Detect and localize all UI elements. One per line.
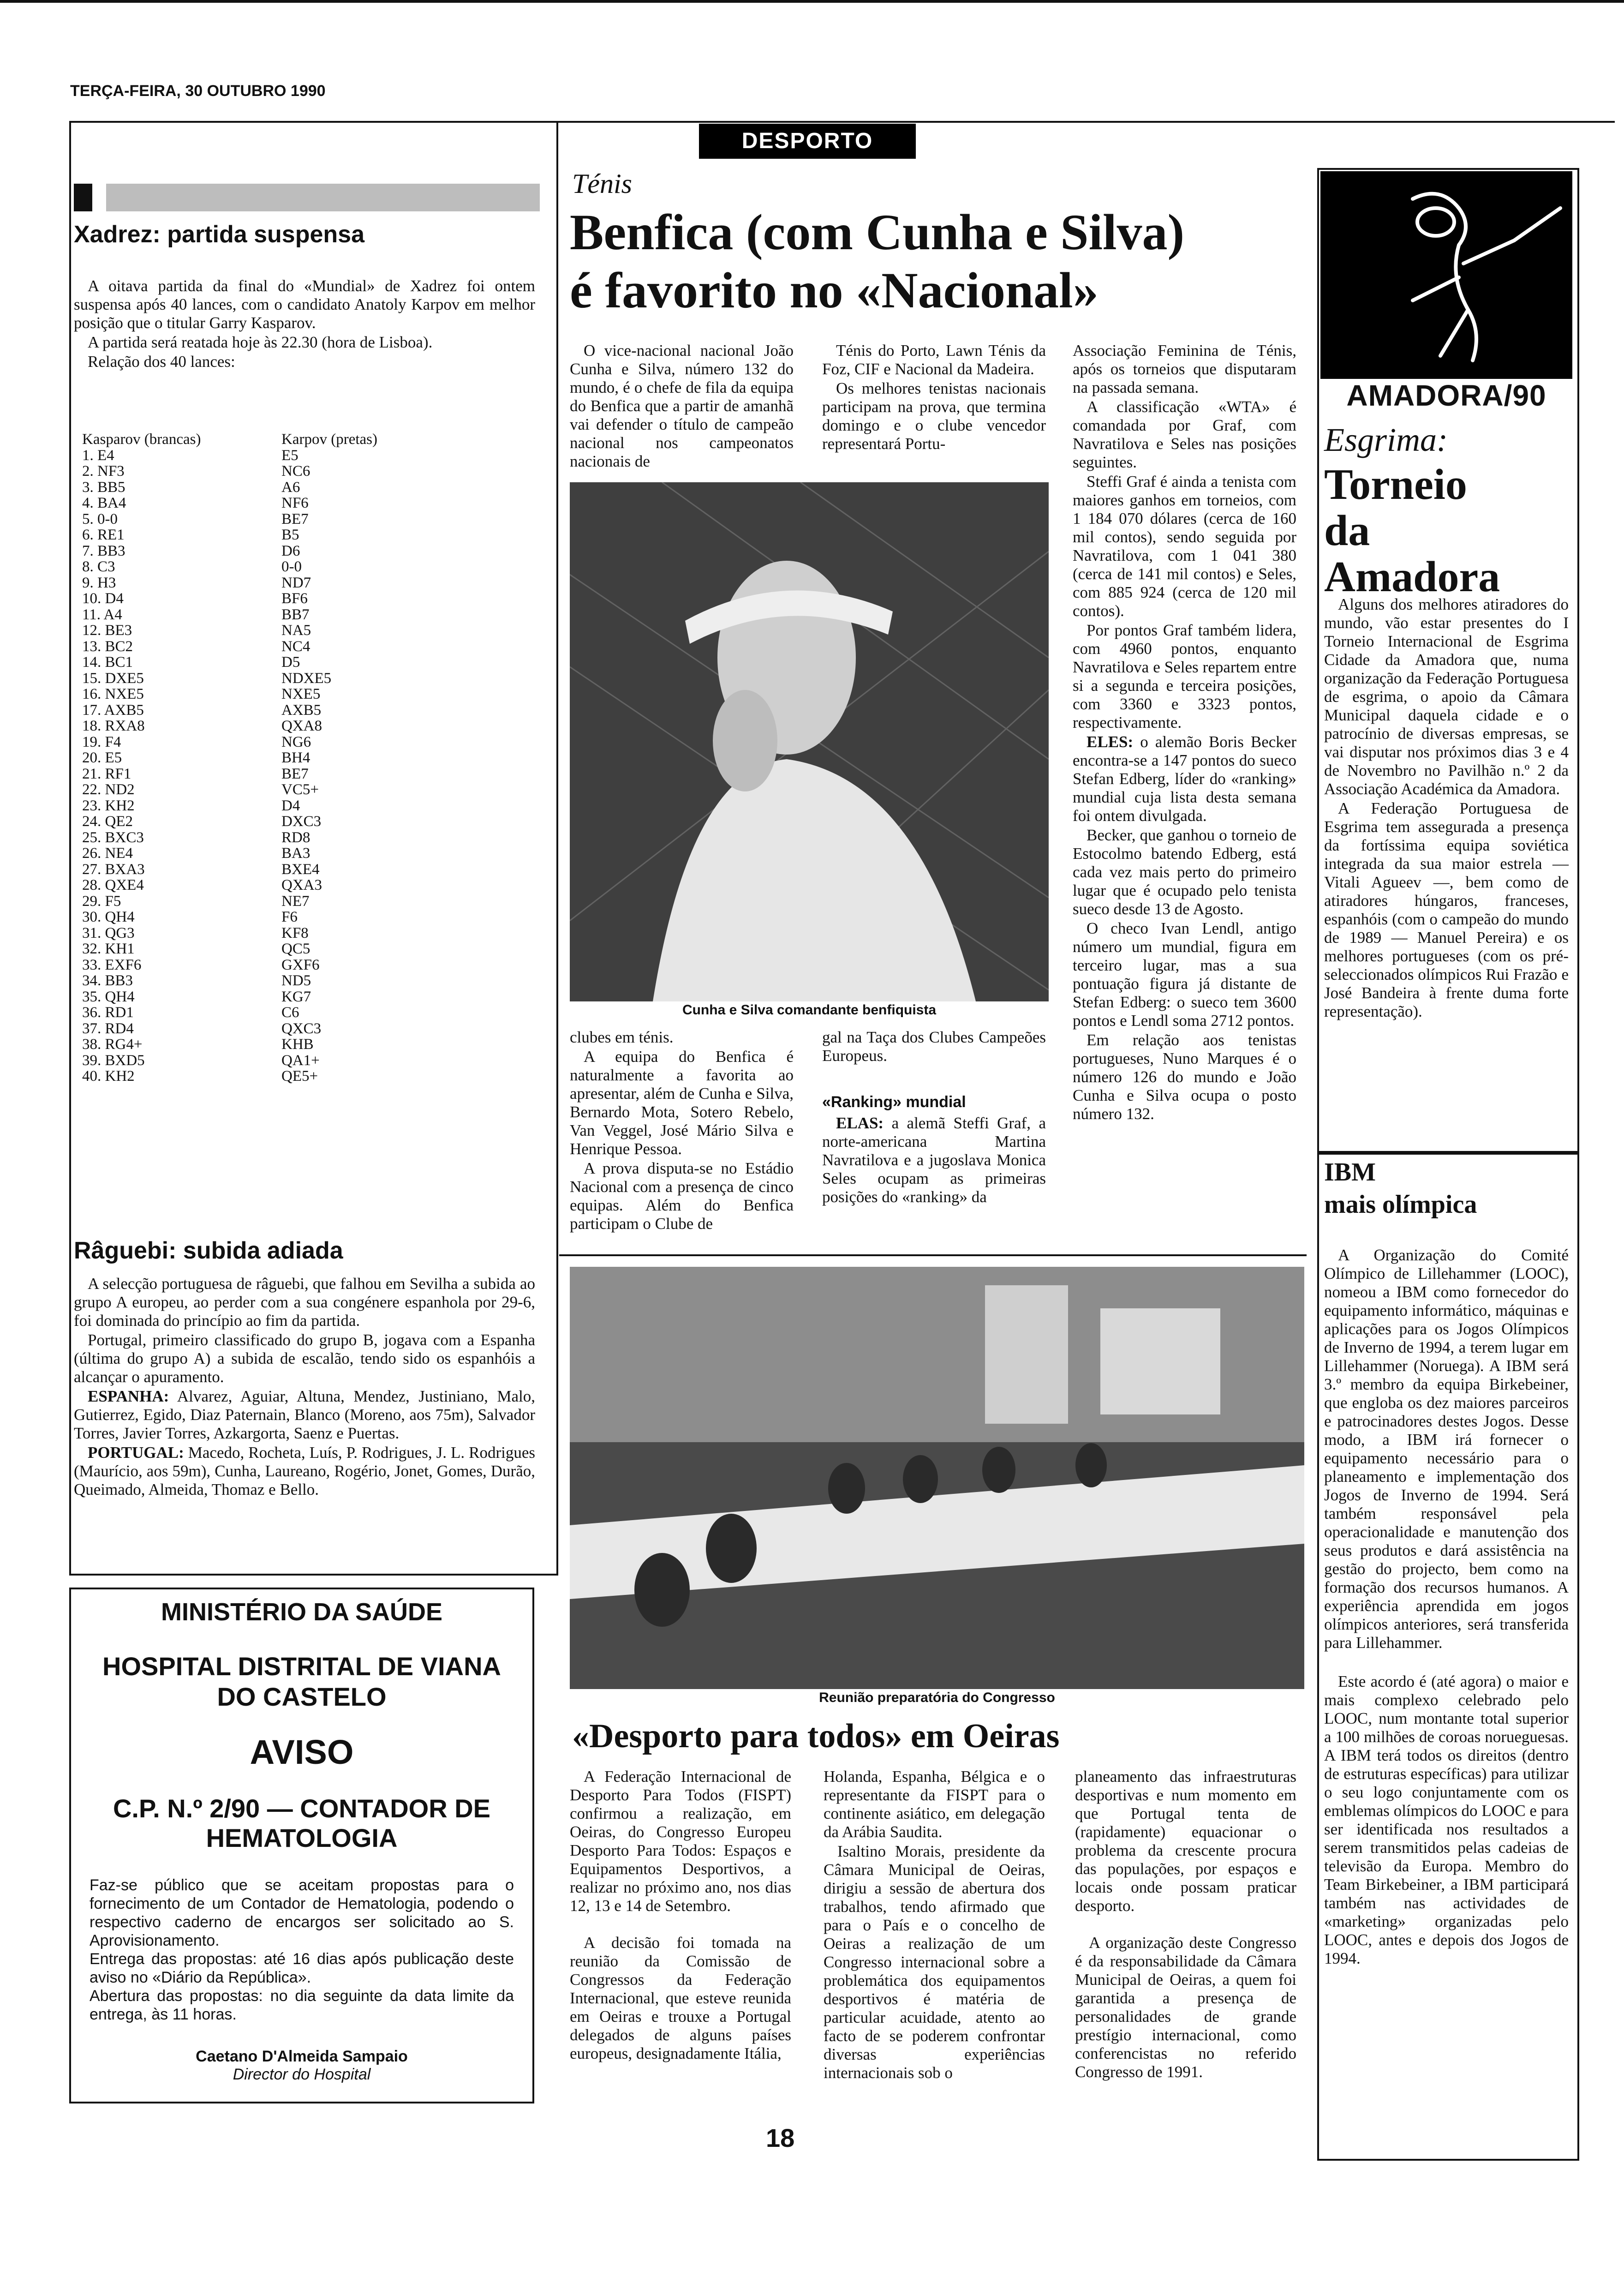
move-row <box>74 877 535 893</box>
white-move: 34. BB3 <box>82 972 133 989</box>
black-move: BXE4 <box>281 861 320 878</box>
ibm-paragraph: A Organização do Comité Olímpico de Lillehammer (LOOC), nomeou a IBM como fornecedor do equipamento informático, máquinas e aplicações para os Jogos Olímpicos de Inverno de 1994, a terem lugar em Lillehammer (Noruega). A IBM será 3.º membro da equipa Birkebeiner, que engloba os dez maiores parceiros e patrocinadores destes Jogos. Desse modo, a IBM irá fornecer o equipamento necessário para o planeamento e implementação dos Jogos de Inverno de 1994. Será também responsável pela operacionalidade e manutenção dos seus produtos e dará assistência na gestão do projecto, bem como na formação dos recursos humanos. A experiência aprendida em jogos olímpicos anteriores, será transferida para Lillehammer. <box>1324 1246 1569 1652</box>
black-move: NC4 <box>281 638 310 655</box>
black-move: DXC3 <box>281 813 322 830</box>
white-move: 6. RE1 <box>82 527 125 543</box>
tennis-paragraph: A classificação «WTA» é comandada por Graf, com Navratilova e Seles nas posições seguintes. <box>1073 398 1296 471</box>
chess-headline: Xadrez: partida suspensa <box>74 221 364 248</box>
chess-moves-table <box>74 431 535 1085</box>
fencer-mascot-icon <box>1320 171 1572 379</box>
black-move: NF6 <box>281 495 309 511</box>
hospital-heading: HOSPITAL DISTRITAL DE VIANA DO CASTELO <box>102 1652 501 1711</box>
black-move: D5 <box>281 654 300 671</box>
signature-title: Director do Hospital <box>233 2066 371 2083</box>
move-row <box>74 702 535 719</box>
black-move: C6 <box>281 1004 299 1021</box>
move-row <box>74 734 535 750</box>
headline-line: Benfica (com Cunha e Silva) <box>570 204 1185 260</box>
move-row <box>74 671 535 687</box>
oeiras-paragraph: A decisão foi tomada na reunião da Comissão de Congressos da Federação Internacional, que esteve reunida em Oeiras e trouxe a Portugal delegados de alguns países europeus, designadamente Itália, <box>570 1934 791 2062</box>
tennis-kicker: Ténis <box>572 168 633 199</box>
tennis-paragraph: Becker, que ganhou o torneio de Estocolmo batendo Edberg, está cada vez mais perto do primeiro lugar que é ocupado pelo tenista sueco desde 13 de Agosto. <box>1073 826 1296 918</box>
white-move: 1. E4 <box>82 447 114 464</box>
oeiras-headline: «Desporto para todos» em Oeiras <box>572 1717 1060 1755</box>
section-banner-bar <box>106 184 540 211</box>
white-move: 38. RG4+ <box>82 1036 143 1053</box>
congress-photo <box>570 1267 1304 1689</box>
tennis-col1-top <box>570 342 794 472</box>
eles-paragraph <box>1073 733 1296 825</box>
section-marker-block <box>74 184 92 211</box>
rugby-headline: Râguebi: subida adiada <box>74 1237 343 1264</box>
tennis-paragraph: Por pontos Graf também lidera, com 4960 pontos, enquanto Navratilova e Seles repartem entre si a segunda e terceira posições, com 3360 e 3323 pontos, respectivamente. <box>1073 621 1296 731</box>
white-move: 20. E5 <box>82 749 122 766</box>
chess-paragraph: A partida será reatada hoje às 22.30 (hora de Lisboa). <box>88 333 433 351</box>
tennis-paragraph: Ténis do Porto, Lawn Ténis da Foz, CIF e Nacional da Madeira. <box>822 342 1046 378</box>
amadora-paragraph: Alguns dos melhores atiradores do mundo, vão estar presentes do I Torneio Internacional de Esgrima Cidade da Amadora que, numa organização da Federação Portuguesa de esgrima, o apoio da Câmara Municipal daquela cidade e o patrocínio de diversas empresas, se vai disputar nos próximos dias 3 e 4 de Novembro no Pavilhão n.º 2 da Associação Académica da Amadora. <box>1324 595 1569 798</box>
notice-paragraph: Abertura das propostas: no dia seguinte da data limite da entrega, às 11 horas. <box>90 1987 514 2023</box>
white-move: 37. RD4 <box>82 1020 134 1037</box>
ranking-subhead: «Ranking» mundial <box>822 1093 966 1111</box>
chess-paragraph: Relação dos 40 lances: <box>88 353 235 371</box>
section-label: DESPORTO <box>699 124 916 159</box>
oeiras-col2 <box>824 1768 1045 2083</box>
notice-body <box>90 1876 514 2024</box>
white-move: 39. BXD5 <box>82 1052 145 1069</box>
black-move: NXE5 <box>281 686 321 702</box>
rugby-paragraph: Portugal, primeiro classificado do grupo B, jogava com a Espanha (última do grupo A) a subida de escalão, tendo sido os espanhóis a alcançar o apuramento. <box>74 1331 535 1386</box>
move-row <box>74 511 535 527</box>
black-move: BA3 <box>281 845 310 862</box>
photo-illustration <box>570 482 1049 1001</box>
white-move: 28. QXE4 <box>82 877 144 893</box>
black-move: D6 <box>281 542 300 559</box>
black-move: QE5+ <box>281 1068 318 1085</box>
move-row <box>74 575 535 591</box>
black-move: BE7 <box>281 765 309 782</box>
move-row <box>74 862 535 878</box>
white-move: 19. F4 <box>82 733 121 750</box>
move-row <box>74 623 535 639</box>
tennis-paragraph: Associação Feminina de Ténis, após os torneios que disputaram na passada semana. <box>1073 342 1296 396</box>
white-move: 8. C3 <box>82 558 115 575</box>
move-row <box>74 639 535 655</box>
move-row <box>74 654 535 671</box>
section-divider <box>559 1254 1307 1256</box>
white-move: 31. QG3 <box>82 924 135 941</box>
black-move: NE7 <box>281 893 310 910</box>
white-move: 25. BXC3 <box>82 829 144 846</box>
move-row <box>74 798 535 814</box>
white-move: 36. RD1 <box>82 1004 134 1021</box>
white-move: 35. QH4 <box>82 988 135 1005</box>
move-row <box>74 941 535 957</box>
team-label: PORTUGAL: <box>88 1444 184 1462</box>
rugby-portugal-lineup <box>74 1444 535 1499</box>
ibm-paragraph: Este acordo é (até agora) o maior e mais complexo celebrado pelo LOOC, num montante total superior a 100 milhões de coroas norueguesas. A IBM terá todos os direitos (dentro de estruturas específicas) para utilizar o seu logo conjuntamente com os emblemas olímpicos do LOOC e para ser identificada nos resultados a serem transmitidos pelas cadeias de televisão da Europa. Membro do Team Birkebeiner, a IBM participará também nas actividades de «marketing» organizadas pelo LOOC, antes e depois dos Jogos de 1994. <box>1324 1672 1569 1967</box>
white-move: 13. BC2 <box>82 638 133 655</box>
black-move: QA1+ <box>281 1052 320 1069</box>
rugby-paragraph: A selecção portuguesa de râguebi, que falhou em Sevilha a subida ao grupo A europeu, ao perder com a sua congénere espanhola por 29-6, foi dominada do princípio ao fim da partida. <box>74 1275 535 1330</box>
white-move: 14. BC1 <box>82 654 133 671</box>
page-number: 18 <box>766 2123 795 2152</box>
white-move: 16. NXE5 <box>82 686 144 702</box>
move-row <box>74 766 535 782</box>
move-row <box>74 527 535 543</box>
move-row <box>74 830 535 846</box>
eles-text: o alemão Boris Becker encontra-se a 147 pontos do sueco Stefan Edberg, líder do «ranking» mundial cuja lista desta semana foi ontem divulgada. <box>1073 733 1296 825</box>
tennis-col1-bottom <box>570 1028 794 1234</box>
black-move: ND5 <box>281 972 311 989</box>
rugby-spain-lineup <box>74 1387 535 1443</box>
tennis-paragraph: Os melhores tenistas nacionais participam na prova, que termina domingo e o clube vencedor representará Portu- <box>822 379 1046 453</box>
black-move: BH4 <box>281 749 310 766</box>
black-move: NDXE5 <box>281 670 332 687</box>
white-move: 12. BE3 <box>82 622 132 639</box>
ibm-headline <box>1324 1156 1477 1221</box>
white-move: 26. NE4 <box>82 845 133 862</box>
oeiras-paragraph: A organização deste Congresso é da responsabilidade da Câmara Municipal de Oeiras, a quem foi garantida a presença de personalidades de grande prestígio internacional, como conferencistas no referido Congresso de 1991. <box>1075 1934 1296 2081</box>
move-row <box>74 1037 535 1053</box>
white-move: 30. QH4 <box>82 909 135 925</box>
move-row <box>74 448 535 464</box>
headline-line: mais olímpica <box>1324 1190 1477 1219</box>
signature-name: Caetano D'Almeida Sampaio <box>196 2048 408 2065</box>
oeiras-paragraph: Isaltino Morais, presidente da Câmara Municipal de Oeiras, dirigiu a sessão de abertura dos trabalhos, tendo afirmado que para o País e o concelho de Oeiras a realização de um Congresso internacional sobre a problemática dos equipamentos desportivos é matéria de particular acuidade, atento ao facto de se poderem confrontar diversas experiências internacionais sob o <box>824 1842 1045 2082</box>
tennis-paragraph: A equipa do Benfica é naturalmente a favorita ao apresentar, além de Cunha e Silva, Bernardo Mota, Sotero Rebelo, Van Veggel, José Mário Silva e Henrique Pessoa. <box>570 1048 794 1158</box>
cunha-e-silva-photo <box>570 482 1049 1001</box>
black-move: B5 <box>281 527 299 543</box>
black-move: NG6 <box>281 733 311 750</box>
white-move: 17. AXB5 <box>82 701 144 719</box>
move-row <box>74 989 535 1005</box>
white-move: 10. D4 <box>82 590 124 607</box>
tennis-paragraph: O vice-nacional nacional João Cunha e Silva, número 132 do mundo, é o chefe de fila da equipa do Benfica que a partir de amanhã vai defender o título de campeão nacional nos campeonatos nacionais de <box>570 342 794 470</box>
black-move: QXA3 <box>281 877 322 893</box>
move-row <box>74 750 535 766</box>
move-row <box>74 957 535 973</box>
move-row <box>74 1005 535 1021</box>
amadora-logo-text: AMADORA/90 <box>1346 379 1546 412</box>
eles-label: ELES: <box>1087 733 1134 751</box>
move-row <box>74 925 535 941</box>
black-move: GXF6 <box>281 956 320 973</box>
tennis-photo-caption: Cunha e Silva comandante benfiquista <box>682 1002 937 1018</box>
black-move: QXC3 <box>281 1020 322 1037</box>
black-move: BE7 <box>281 510 309 527</box>
white-player-header: Kasparov (brancas) <box>82 431 201 448</box>
move-row <box>74 607 535 623</box>
top-edge-rule <box>0 0 1624 3</box>
tennis-headline <box>570 203 1308 319</box>
black-move: KHB <box>281 1036 314 1053</box>
black-move: KF8 <box>281 924 309 941</box>
amadora-paragraph: A Federação Portuguesa de Esgrima tem assegurada a presença da fortíssima equipa soviética integrada da sua maior estrela — Vitali Agueev —, bem como de atiradores húngaros, franceses, espanhóis (com o campeão do mundo de 1989 — Manuel Pereira) e os melhores portugueses (com os pré-seleccionados olímpicos Rui Frazão e José Bandeira à frente duma forte representação). <box>1324 799 1569 1020</box>
black-move: A6 <box>281 479 300 496</box>
white-move: 9. H3 <box>82 574 116 591</box>
white-move: 7. BB3 <box>82 542 125 559</box>
oeiras-col3 <box>1075 1768 1296 2082</box>
black-move: BF6 <box>281 590 308 607</box>
elas-paragraph <box>822 1114 1046 1206</box>
white-move: 32. KH1 <box>82 941 135 957</box>
black-move: D4 <box>281 797 300 814</box>
white-move: 18. RXA8 <box>82 718 145 734</box>
move-row <box>74 1053 535 1069</box>
black-move: AXB5 <box>281 701 322 719</box>
notice-paragraph: Faz-se público que se aceitam propostas para o fornecimento de um Contador de Hematologia, podendo o respectivo caderno de encargos ser solicitado ao S. Aprovisionamento. <box>90 1876 514 1949</box>
elas-text: a alemã Steffi Graf, a norte-americana Martina Navratilova e a jugoslava Monica Seles ocupam as primeiras posições do «ranking» da <box>822 1114 1046 1206</box>
move-row <box>74 973 535 989</box>
tennis-paragraph: clubes em ténis. <box>570 1028 674 1046</box>
notice-paragraph: Entrega das propostas: até 16 dias após publicação deste aviso no «Diário da República». <box>90 1950 514 1986</box>
black-move: VC5+ <box>281 781 319 798</box>
contract-heading: C.P. N.º 2/90 — CONTADOR DE HEMATOLOGIA <box>113 1794 491 1852</box>
move-row <box>74 591 535 607</box>
team-label: ESPANHA: <box>88 1387 169 1405</box>
oeiras-paragraph: Holanda, Espanha, Bélgica e o representante da FISPT para o continente asiático, em delegação da Arábia Saudita. <box>824 1768 1045 1841</box>
white-move: 22. ND2 <box>82 781 135 798</box>
move-row <box>74 814 535 830</box>
move-row <box>74 463 535 479</box>
team-players: Macedo, Rocheta, Luís, P. Rodrigues, J. L. Rodrigues (Maurício, aos 59m), Cunha, Laureano, Rogério, Jonet, Gomes, Durão, Queimado, Almeida, Thomaz e Bello. <box>74 1444 535 1498</box>
black-move: 0-0 <box>281 558 302 575</box>
move-row <box>74 559 535 575</box>
white-move: 27. BXA3 <box>82 861 145 878</box>
white-move: 4. BA4 <box>82 495 126 511</box>
tennis-paragraph: Steffi Graf é ainda a tenista com maiores ganhos em torneios, com 1 184 070 dólares (cerca de 160 mil contos), sendo seguida por Navratilova, com 1 041 380 (cerca de 141 mil contos) e Seles, com 885 924 (cerca de 120 mil contos). <box>1073 473 1296 620</box>
amadora-kicker: Esgrima: <box>1324 421 1448 458</box>
photo-illustration <box>570 1267 1304 1689</box>
white-move: 3. BB5 <box>82 479 125 496</box>
issue-date: TERÇA-FEIRA, 30 OUTUBRO 1990 <box>70 82 326 100</box>
black-move: E5 <box>281 447 299 464</box>
tennis-paragraph: O checo Ivan Lendl, antigo número um mundial, figura em terceiro lugar, mas a sua pontuação figura já distante de Stefan Edberg: o sueco tem 3600 pontos e Lendl soma 2712 pontos. <box>1073 919 1296 1030</box>
black-move: BB7 <box>281 606 310 623</box>
black-move: NC6 <box>281 463 310 479</box>
white-move: 40. KH2 <box>82 1068 135 1085</box>
black-move: KG7 <box>281 988 311 1005</box>
tennis-paragraph: A prova disputa-se no Estádio Nacional com a presença de cinco equipas. Além do Benfica participam o Clube de <box>570 1159 794 1233</box>
tennis-col2-bottom <box>822 1028 1046 1207</box>
oeiras-paragraph: planeamento das infraestruturas desportivas e num momento em que Portugal tenta de (rapidamente) equacionar o problema da crescente procura das populações, por espaços e locais onde possam praticar desporto. <box>1075 1768 1296 1915</box>
oeiras-col1 <box>570 1768 791 2064</box>
amadora-headline: Torneio da Amadora <box>1324 461 1500 601</box>
hospital-notice <box>69 1588 534 2103</box>
tennis-col2-top <box>822 342 1046 454</box>
black-move: QXA8 <box>281 718 322 734</box>
tennis-col3 <box>1073 342 1296 1124</box>
black-move: F6 <box>281 909 298 925</box>
white-move: 23. KH2 <box>82 797 135 814</box>
move-row <box>74 1068 535 1085</box>
rugby-body <box>74 1275 535 1500</box>
move-row <box>74 543 535 559</box>
congress-photo-caption: Reunião preparatória do Congresso <box>819 1690 1055 1705</box>
move-row <box>74 845 535 862</box>
white-move: 11. A4 <box>82 606 122 623</box>
white-move: 24. QE2 <box>82 813 133 830</box>
oeiras-paragraph: A Federação Internacional de Desporto Para Todos (FISPT) confirmou a realização, em Oeiras, do Congresso Europeu Desporto Para Todos: Espaços e Equipamentos Desportivos, a realizar no próximo ano, nos dias 12, 13 e 14 de Setembro. <box>570 1768 791 1915</box>
white-move: 5. 0-0 <box>82 510 118 527</box>
aviso-heading: AVISO <box>250 1733 354 1771</box>
tennis-paragraph: gal na Taça dos Clubes Campeões Europeus. <box>822 1028 1046 1065</box>
move-row <box>74 686 535 702</box>
chess-paragraph: A oitava partida da final do «Mundial» de Xadrez foi ontem suspensa após 40 lances, com o candidato Anatoly Karpov em melhor posição que o titular Garry Kasparov. <box>74 277 535 332</box>
moves-list <box>74 448 535 1085</box>
white-move: 15. DXE5 <box>82 670 144 687</box>
move-row <box>74 718 535 734</box>
amadora-body <box>1324 595 1569 1022</box>
move-row <box>74 495 535 511</box>
black-move: RD8 <box>281 829 310 846</box>
headline-line: é favorito no «Nacional» <box>570 262 1099 318</box>
elas-label: ELAS: <box>836 1114 884 1132</box>
white-move: 21. RF1 <box>82 765 131 782</box>
white-move: 29. F5 <box>82 893 121 910</box>
move-row <box>74 893 535 910</box>
black-move: QC5 <box>281 941 310 957</box>
black-player-header: Karpov (pretas) <box>281 431 377 448</box>
move-row <box>74 782 535 798</box>
headline-line: IBM <box>1324 1158 1376 1186</box>
white-move: 33. EXF6 <box>82 956 142 973</box>
ministry-heading: MINISTÉRIO DA SAÚDE <box>161 1598 443 1626</box>
white-move: 2. NF3 <box>82 463 125 479</box>
tennis-paragraph: Em relação aos tenistas portugueses, Nuno Marques é o número 126 do mundo e João Cunha e Silva ocupa o posto número 132. <box>1073 1031 1296 1123</box>
ibm-body <box>1324 1246 1569 1969</box>
amadora-logo-panel <box>1320 171 1572 379</box>
black-move: NA5 <box>281 622 311 639</box>
team-players: Alvarez, Aguiar, Altuna, Mendez, Justiniano, Malo, Gutierrez, Egido, Diaz Paternain, Blanco (Moreno, aos 75m), Salvador Torres, Javier Torres, Azkargorta, Saenz e Puertas. <box>74 1387 535 1442</box>
moves-table-header <box>74 431 535 448</box>
chess-intro <box>74 277 535 372</box>
move-row <box>74 909 535 925</box>
black-move: ND7 <box>281 574 311 591</box>
move-row <box>74 1021 535 1037</box>
move-row <box>74 479 535 496</box>
